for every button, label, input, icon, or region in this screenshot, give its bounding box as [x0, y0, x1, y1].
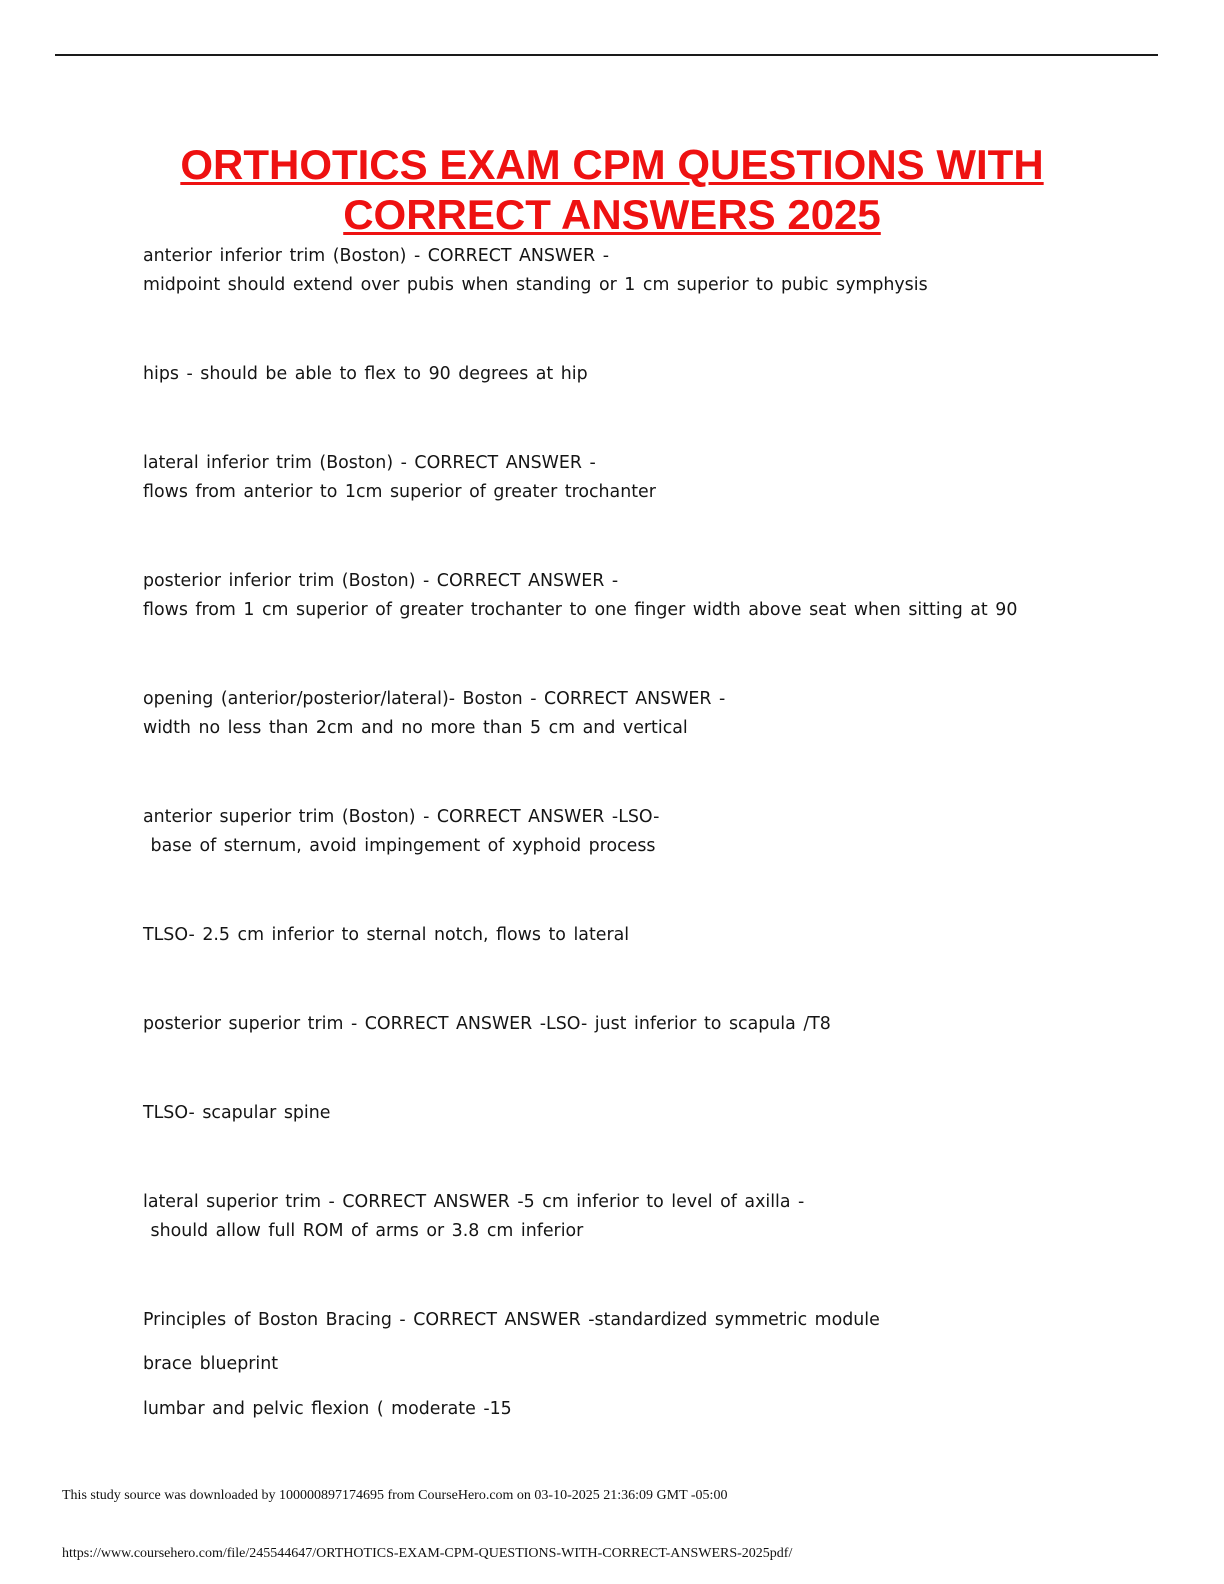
answer-brace-blueprint: brace blueprint — [143, 1354, 279, 1374]
question-lateral-inferior-trim: lateral inferior trim (Boston) - CORRECT ANSWER - — [143, 453, 596, 473]
question-opening: opening (anterior/posterior/lateral)- Boston - CORRECT ANSWER - — [143, 689, 726, 709]
top-rule — [55, 54, 1158, 56]
answer-lumbar-pelvic-flexion: lumbar and pelvic flexion ( moderate -15 — [143, 1399, 512, 1419]
note-hips: hips - should be able to flex to 90 degrees at hip — [143, 364, 588, 384]
answer-posterior-inferior-trim: flows from 1 cm superior of greater trochanter to one finger width above seat when sitting at 90 — [143, 600, 1018, 620]
question-posterior-superior-trim: posterior superior trim - CORRECT ANSWER -LSO- just inferior to scapula /T8 — [143, 1014, 831, 1034]
question-lateral-superior-trim: lateral superior trim - CORRECT ANSWER -5 cm inferior to level of axilla - — [143, 1192, 805, 1212]
question-anterior-inferior-trim: anterior inferior trim (Boston) - CORRECT ANSWER - — [143, 246, 610, 266]
footer-source-notice: This study source was downloaded by 100000897174695 from CourseHero.com on 03-10-2025 21:36:09 GMT -05:00 — [62, 1488, 728, 1503]
page-title — [0, 140, 1224, 240]
answer-lateral-superior-trim: should allow full ROM of arms or 3.8 cm inferior — [143, 1221, 584, 1241]
question-anterior-superior-trim: anterior superior trim (Boston) - CORRECT ANSWER -LSO- — [143, 807, 660, 827]
answer-anterior-inferior-trim: midpoint should extend over pubis when standing or 1 cm superior to pubic symphysis — [143, 275, 928, 295]
note-tlso-sternal: TLSO- 2.5 cm inferior to sternal notch, flows to lateral — [143, 925, 630, 945]
answer-lateral-inferior-trim: flows from anterior to 1cm superior of greater trochanter — [143, 482, 656, 502]
question-principles-boston-bracing: Principles of Boston Bracing - CORRECT ANSWER -standardized symmetric module — [143, 1310, 880, 1330]
question-posterior-inferior-trim: posterior inferior trim (Boston) - CORRECT ANSWER - — [143, 571, 619, 591]
note-tlso-scapular: TLSO- scapular spine — [143, 1103, 331, 1123]
title-line-1: ORTHOTICS EXAM CPM QUESTIONS WITH — [180, 141, 1044, 188]
answer-opening: width no less than 2cm and no more than 5 cm and vertical — [143, 718, 688, 738]
footer-url-link[interactable]: https://www.coursehero.com/file/245544647/ORTHOTICS-EXAM-CPM-QUESTIONS-WITH-CORRECT-ANSWERS-2025pdf/ — [62, 1546, 793, 1561]
title-line-2: CORRECT ANSWERS 2025 — [343, 191, 881, 238]
answer-anterior-superior-trim: base of sternum, avoid impingement of xyphoid process — [143, 836, 656, 856]
